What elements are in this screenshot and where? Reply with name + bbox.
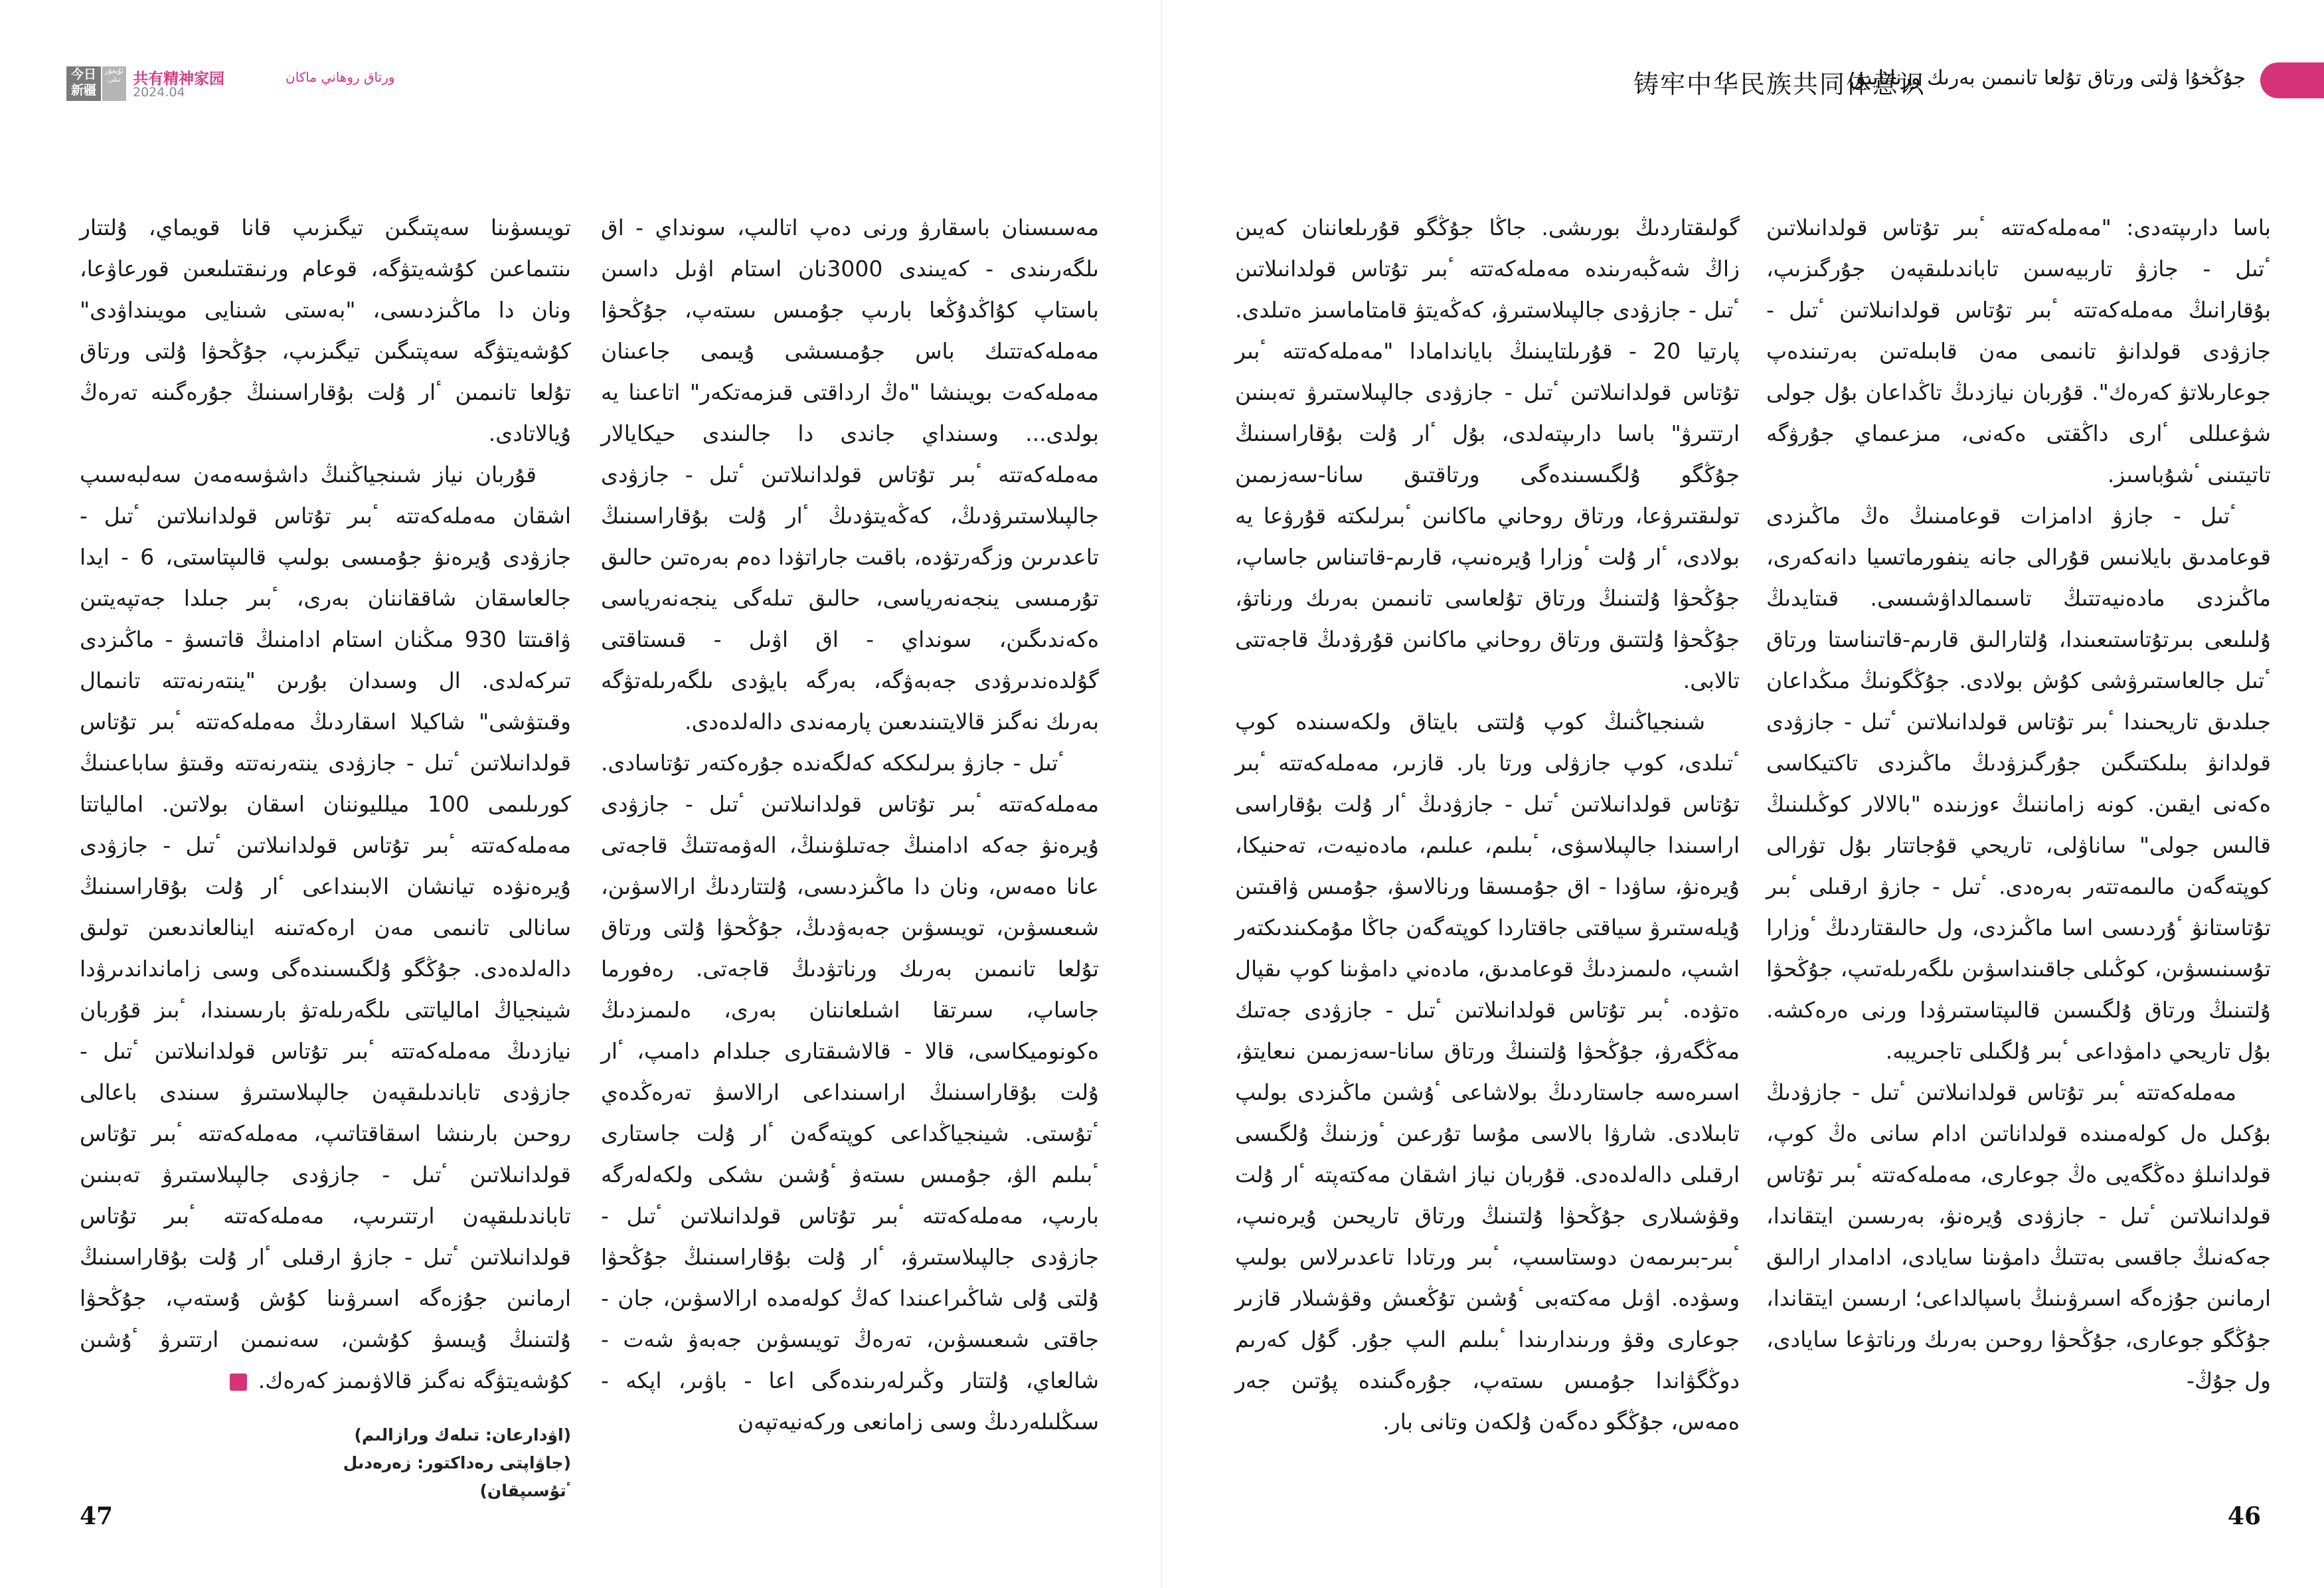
translator-credit: (اۋدارعان: تىلەك ورازالىم) bbox=[354, 1425, 571, 1445]
text-column-2 bbox=[1235, 207, 1740, 1443]
page-number-left: 47 bbox=[80, 1502, 114, 1530]
text-column-4 bbox=[80, 207, 571, 1401]
column-brand-cn: 共有精神家园 bbox=[133, 70, 224, 88]
magazine-logo-side: ئۇيغۇر تىلى bbox=[102, 66, 126, 101]
paragraph-text: قۇربان نياز شىنجياڭنىڭ داشۋسەمەن سەلبەسىپ اشقان مەملەكەتتە ٴبىر تۇتاس قولدانىلاتىن ٴتىل - جازۋدى ۇيرەنۋ جۇمىسى بولىپ قالىپتاستى، 6 - ايدا جالعاسقان شاققاننان بەرى، ٴبىر جىلدا جەتپەيتىن ۋاقىتتا 930 مىڭنان استام ادامنىڭ قاتىسۋ - ماڭىزدى تىركەلدى. ال وسىدان بۇرىن "ينتەرنەتتە تانىمال وقىتۋشى" شاكيلا اسقاردىڭ مەملەكەتتە ٴبىر تۇتاس قولدانىلاتىن ٴتىل - جازۋدى ينتەرنەتتە وقىتۋ ساباعىنىڭ كورىلىمى 100 ميلليوننان اسقان بولاتىن. امالياتتا مەملەكەتتە ٴبىر تۇتاس قولدانىلاتىن ٴتىل - جازۋدى ۇيرەنۋدە تيانشان الابىنداعى ٴار ۇلت بۇقاراسىنىڭ سانالى تانىمى مەن ارەكەتىنە اينالعاندىعىن تولىق دالەلدەدى. جۇڭگو ۇلگىسىندەگى وسى زامانداندىرۋدا شينجياڭ امالياتتى ىلگەرىلەتۋ بارىسىندا، ٴبىز قۇربان نيازدىڭ مەملەكەتتە ٴبىر تۇتاس قولدانىلاتىن ٴتىل - جازۋدى تاباندىلىقپەن جالپىلاستىرۋ سىندى باعالى روحىن بارىنشا اسقاقتاتىپ، مەملەكەتتە ٴبىر تۇتاس قولدانىلاتىن ٴتىل - جازۋدى جالپىلاستىرۋ تەبىنىن تاباندىلىقپەن ارتتىرىپ، مەملەكەتتە ٴبىر تۇتاس قولدانىلاتىن ٴتىل - جازۋ ارقىلى ٴار ۇلت بۇقاراسىنىڭ ارمانىن جۇزەگە اسىرۋىنا كۇش ۇستەپ، جۇڭحۋا ۇلتىنىڭ ۇيىسۋ كۇشىن، سەنىمىن ارتتىرۋ ٴۇشىن كۇشەيتۋگە نەگىز قالاۋىمىز كەرەك. bbox=[80, 462, 571, 1393]
paragraph: باسا دارىپتەدى: "مەملەكەتتە ٴبىر تۇتاس قولدانىلاتىن ٴتىل - جازۋ تاربيەسىن تاباندىلىقپەن جۇرگىزىپ، بۇقارانىڭ مەملەكەتتە ٴبىر تۇتاس قولدانىلاتىن ٴتىل - جازۋدى قولدانۋ تانىمى مەن قابىلەتىن بەرتىندەپ جوعارىلاتۋ كەرەك". قۇربان نيازدىڭ تاڭداعان بۇل جولى شۋعىللى ٴارى داڭقتى ەكەنى، مىزعىماي جۇرۋگە تاتيتىنى ٴشۇباسىز. bbox=[1766, 215, 2271, 487]
section-title-cn: 铸牢中华民族共同体意识 bbox=[1633, 70, 1926, 99]
paragraph: ٴتىل - جازۋ بىرلىككە كەلگەندە جۇرەكتەر تۇتاسادى. مەملەكەتتە ٴبىر تۇتاس قولدانىلاتىن ٴتىل - جازۋدى ۇيرەنۋ جەكە ادامنىڭ جەتىلۋىنىڭ، الەۋمەتتىڭ قاجەتى عانا ەمەس، ونان دا ماڭىزدىسى، ۇلتتاردىڭ ارالاسۋىن، شىعىسۋىن، تويىسۋىن جەبەۋدىڭ، جۇڭحۋا ۇلتى ورتاق تۇلعا تانىمىن بەرىك ورناتۋدىڭ قاجەتى. رەفورما جاساپ، سىرتقا اشىلعاننان بەرى، ەلىمىزدىڭ ەكونوميكاسى، قالا - قالاشىقتارى جىلدام دامىپ، ٴار ۇلت بۇقاراسىنىڭ اراسىنداعى ارالاسۋ تەرەڭدەي ٴتۇستى. شينجياڭداعى كوپتەگەن ٴار ۇلت جاستارى ٴبىلىم الۋ، جۇمىس ىستەۋ ٴۇشىن ىشكى ولكەلەرگە بارىپ، مەملەكەتتە ٴبىر تۇتاس قولدانىلاتىن ٴتىل - جازۋدى جالپىلاستىرۋ، ٴار ۇلت بۇقاراسىنىڭ جۇڭحۋا ۇلتى ۇلى شاڭىراعىندا كەڭ كولەمدە ارالاسۋىن، جان - جاقتى شىعىسۋىن، تەرەڭ تويىسۋىن جەبەۋ شەت - شالعاي، ۇلتتار وڭىرلەرىندەگى اعا - باۋىر، اپكە - سىڭلىلەردىڭ وسى زامانعى وركەنيەتپەن bbox=[601, 750, 1099, 1435]
magazine-logo: 今日 新疆 bbox=[66, 66, 101, 101]
column-brand-ug: ورتاق روھاني ماكان bbox=[286, 69, 395, 85]
paragraph: مەسىسنان باسقارۋ ورنى دەپ اتالىپ، سونداي - اق ىلگەرىندى - كەيىندى 3000نان استام اۋىل داسىن باستاپ كۇاڭدۇڭعا بارىپ جۇمىس ىستەپ، جۇڭحۋا مەملەكەتتىك باس جۇمىسشى ۇيىمى جاعىنان مەملەكەت بويىنشا "ەڭ ارداقتى قىزمەتكەر" اتاعىنا يە بولدى... وسىنداي جاندى دا جالىندى حيكايالار مەملەكەتتە ٴبىر تۇتاس قولدانىلاتىن ٴتىل - جازۋدى جالپىلاستىرۋدىڭ، كەڭەيتۋدىڭ ٴار ۇلت بۇقاراسىنىڭ تاعدىرىن وزگەرتۋدە، باقىت جاراتۋدا دەم بەرەتىن حالىق تۇرمىسى ينجەنەرياسى، حالىق تىلەگى ينجەنەرياسى ەكەندىگىن، سونداي - اق اۋىل - قىستاقتى گۇلدەندىرۋدى جەبەۋگە، بەرگە بايۋدى ىلگەرىلەتۋگە بەرىك نەگىز قالايتىندىعىن پارمەندى دالەلدەدى. bbox=[601, 215, 1099, 735]
issue-date: 2024.04 bbox=[133, 85, 185, 100]
paragraph: گولىقتاردىڭ بورىشى. جاڭا جۇڭگو قۇرىلعاننان كەيىن زاڭ شەڭبەرىندە مەملەكەتتە ٴبىر تۇتاس قولدانىلاتىن ٴتىل - جازۋدى جالپىلاستىرۋ، كەڭەيتۋ قامتاماسىز ەتىلدى. پارتيا 20 - قۇرىلتايىنىڭ باياندامادا "مەملەكەتتە ٴبىر تۇتاس قولدانىلاتىن ٴتىل - جازۋدى جالپىلاستىرۋ تەبىنىن ارتتىرۋ" باسا دارىپتەلدى، بۇل ٴار ۇلت بۇقاراسىنىڭ جۇڭگو ۇلگىسىندەگى ورتاقتىق سانا-سەزىمىن تولىقتىرۋعا، ورتاق روحاني ماكانىن ٴبىرلىكتە قۇرۋعا يە بولادى، ٴار ۇلت ٴوزارا ۇيرەنىپ، قارىم-قاتىناس جاساپ، جۇڭحۋا ۇلتىنىڭ ورتاق تۇلعاسى تانىمىن بەرىك ورناتۋ، جۇڭحۋا ۇلتتىق ورتاق روحاني ماكانىن قۇرۋدىڭ قاجەتتى تالابى. bbox=[1235, 215, 1740, 693]
page-spine bbox=[1161, 0, 1162, 1588]
page-number-right: 46 bbox=[2227, 1502, 2261, 1530]
text-column-3 bbox=[601, 207, 1099, 1443]
section-header bbox=[1527, 57, 2324, 104]
paragraph: مەملەكەتتە ٴبىر تۇتاس قولدانىلاتىن ٴتىل - جازۋدىڭ بۇكىل ەل كولەمىندە قولداناتىن ادام سانى ەڭ كوپ، قولدانىلۋ دەڭگەيى ەڭ جوعارى، مەملەكەتتە ٴبىر تۇتاس قولدانىلاتىن ٴتىل - جازۋدى ۇيرەنۋ، بەرىسىن ايتقاندا، جەكەنىڭ جاقسى بەتتىڭ دامۋىنا سايادى، ادامدار ارالىق ارمانىن جۇزەگە اسىرۋىنىڭ باسپالداعى؛ ارىسىن ايتقاندا، جۇڭگو جوعارى، جۇڭحۋا روحىن بەرىك ورناتۋعا سايادى، ول جۇڭ- bbox=[1766, 1079, 2271, 1393]
article-credits bbox=[252, 1421, 571, 1505]
paragraph: ٴتىل - جازۋ ادامزات قوعامىنىڭ ەڭ ماڭىزدى قوعامدىق بايلانىس قۇرالى جانە ينفورماتسيا دانەكەرى، ماڭىزدى مادەنيەتتىڭ تاسىمالداۋشىسى. قىتايدىڭ ۇلىلىعى بىرتۇتاستىعىندا، ۇلتارالىق قارىم-قاتىناستا ورتاق ٴتىل جالعاستىرۋشى كۇش بولادى. جۇڭگونىڭ مىڭداعان جىلدىق تاريحىندا ٴبىر تۇتاس قولدانىلاتىن ٴتىل - جازۋدى قولدانۋ بىلىكتىگىن جۇرگىزۋدىڭ ماڭىزدى تاكتيكاسى ەكەنى ايقىن. كونە زاماننىڭ ءوزىندە "بالالار كوڭىلىنىڭ قالىس جولى" ساناۋلى، تاريحي قۇجاتتار بۇل تۋرالى كوپتەگەن مالىمەتتەر بەرەدى. ٴتىل - جازۋ ارقىلى ٴبىر تۇتاستانۋ ٴۇردىسى اسا ماڭىزدى، ول حالىقتاردىڭ ٴوزارا تۇسىنىسۋىن، كوڭىلى جاقىنداسۋىن ىلگەرىلەتىپ، جۇڭحۋا ۇلتىنىڭ ورتاق ۇلگىسىن قالىپتاستىرۋدا ورنى ەرەكشە. بۇل تاريحي دامۋداعى ٴبىر ۇلگىلى تاجىريبە. bbox=[1766, 503, 2271, 1064]
section-title-ug: جۇڭخۇا ۋلتى ورتاق تۇلعا تانىمىن بەرىك ورناتايىق bbox=[1850, 66, 2246, 90]
editor-credit: (جاۋاپتى رەداكتور: زەرەدىل ٴتۇسىپقان) bbox=[343, 1453, 571, 1500]
paragraph bbox=[80, 454, 571, 1401]
text-column-1 bbox=[1766, 207, 2271, 1401]
article-end-mark: ل bbox=[230, 1373, 247, 1391]
section-tab-marker bbox=[2260, 62, 2324, 98]
paragraph: تويىسۋىنا سەپتىگىن تيگىزىپ قانا قويماي، ۇلتتار ىنتىماعىن كۇشەيتۋگە، قوعام ورنىقتىلىعىن قورعاۋعا، ونان دا ماڭىزدىسى، "بەستى شىنايى مويىنداۋدى" كۇشەيتۋگە سەپتىگىن تيگىزىپ، جۇڭحۋا ۇلتى ورتاق تۇلعا تانىمىن ٴار ۇلت بۇقاراسىنىڭ جۇرەگىنە تەرەڭ ۇيالاتادى. bbox=[80, 215, 571, 446]
paragraph: شىنجياڭنىڭ كوپ ۇلتتى بايتاق ولكەسىندە كوپ ٴتىلدى، كوپ جازۋلى ورتا بار. قازىر، مەملەكەتتە ٴبىر تۇتاس قولدانىلاتىن ٴتىل - جازۋدىڭ ٴار ۇلت بۇقاراسى اراسىندا جالپىلاسۋى، ٴبىلىم، عىلىم، مادەنيەت، تەحنيكا، ۇيرەنۋ، ساۋدا - اق جۇمىسقا ورنالاسۋ، جۇمىس ۋاقىتىن ۇيلەستىرۋ سياقتى جاقتاردا كوپتەگەن جاڭا مۇمكىندىكتەر اشىپ، ەلىمىزدىڭ قوعامدىق، مادەني دامۋىنا كوپ ىقپال ەتۋدە. ٴبىر تۇتاس قولدانىلاتىن ٴتىل - جازۋدى جەتىك مەڭگەرۋ، جۇڭحۋا ۇلتىنىڭ ورتاق سانا-سەزىمىن نىعايتۋ، اسىرەسە جاستاردىڭ بولاشاعى ٴۇشىن ماڭىزدى بولىپ تابىلادى. شارۋا بالاسى مۇسا تۇرعىن ٴوزىنىڭ ۇلگىسى ارقىلى دالەلدەدى. قۇربان نياز اشقان مەكتەپتە ٴار ۇلت وقۋشىلارى جۇڭحۋا ۇلتىنىڭ ورتاق تاريحىن ۇيرەنىپ، ٴبىر-بىرىمەن دوستاسىپ، ٴبىر ورتادا تاعدىرلاس بولىپ وسۋدە. اۋىل مەكتەبى ٴۇشىن تۇڭعىش وقۋشىلار قازىر جوعارى وقۋ ورىندارىندا ٴبىلىم الىپ جۇر. گۇل كەرىم دوڭگۋاندا جۇمىس ىستەپ، جۇرەگىندە پۇتىن جەر ەمەس، جۇڭگو دەگەن ۇلكەن وتانى بار. bbox=[1235, 709, 1740, 1435]
magazine-header bbox=[66, 66, 412, 101]
